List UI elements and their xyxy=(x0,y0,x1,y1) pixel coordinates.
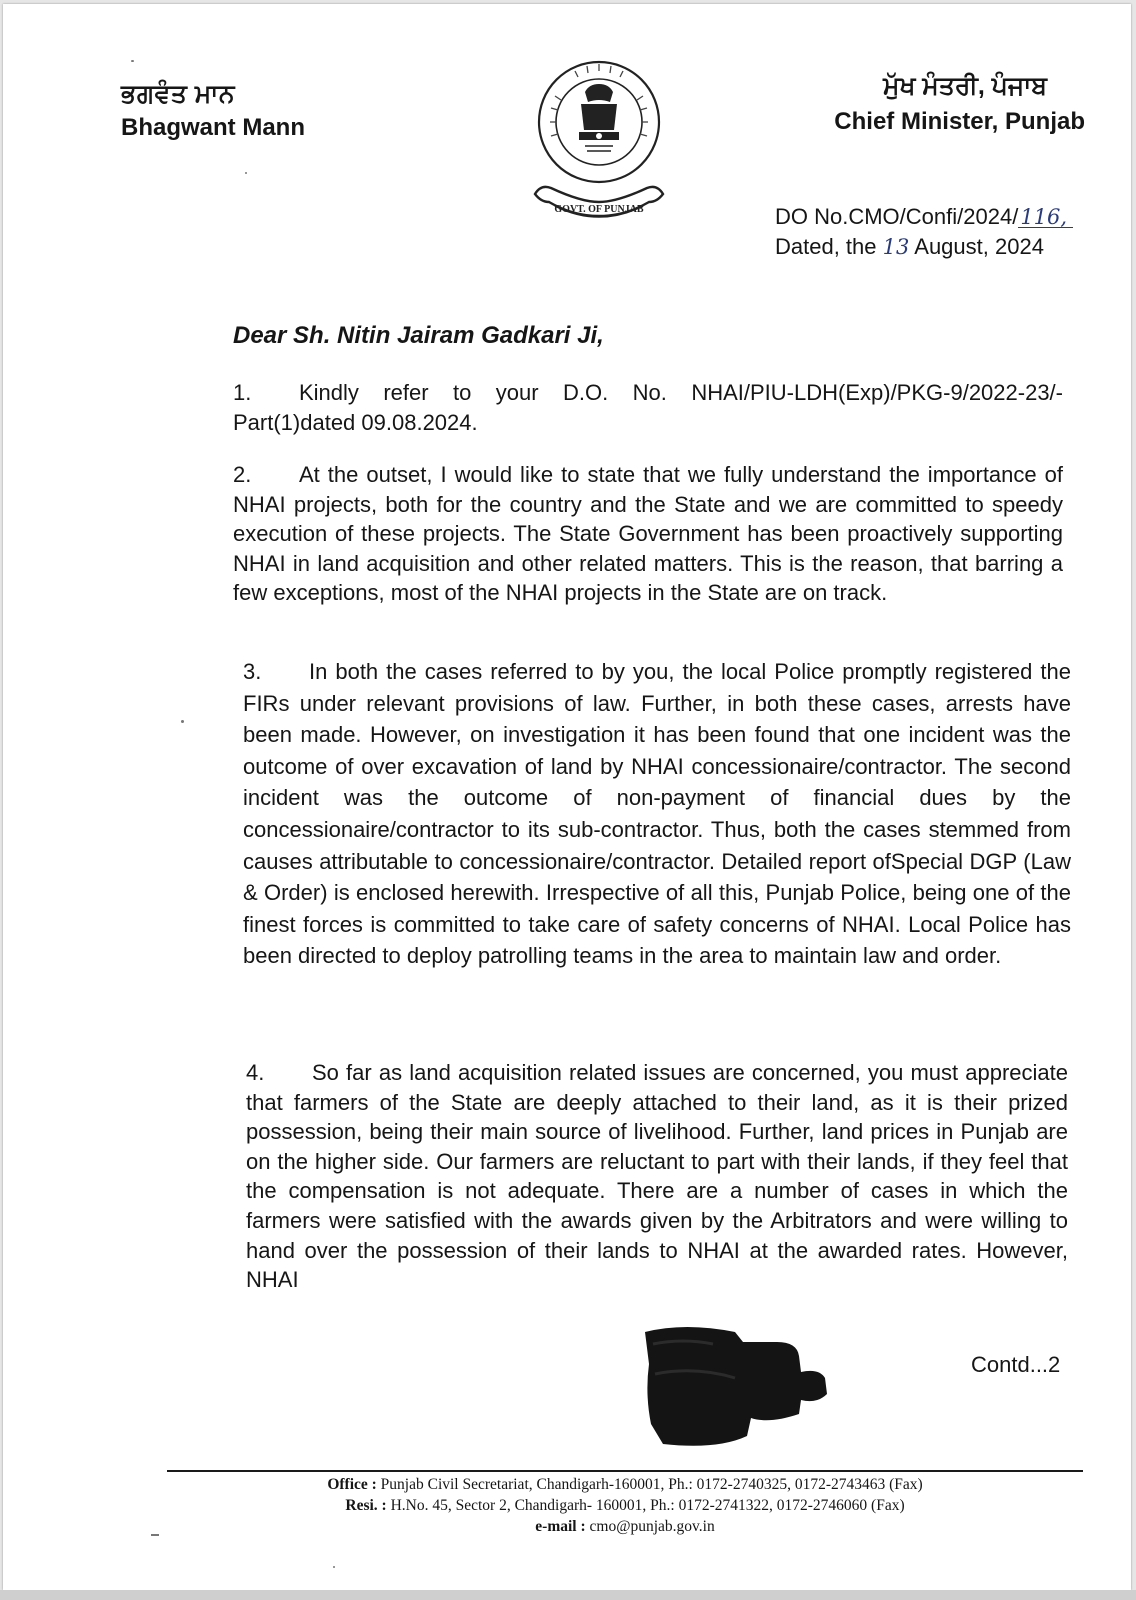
date-day-handwritten: 13 xyxy=(882,235,910,259)
do-prefix: DO No.CMO/Confi/2024/ xyxy=(775,204,1019,229)
date-line xyxy=(775,234,1044,260)
emblem-ribbon-text: GOVT. OF PUNJAB xyxy=(554,204,644,215)
date-suffix: August, 2024 xyxy=(909,234,1044,259)
letter-page xyxy=(3,4,1131,1590)
footer-office-text: Punjab Civil Secretariat, Chandigarh-160001, Ph.: 0172-2740325, 0172-2743463 (Fax) xyxy=(376,1476,923,1493)
paragraph-number: 2. xyxy=(233,462,252,487)
footer-resi-label: Resi. : xyxy=(345,1497,387,1514)
salutation: Dear Sh. Nitin Jairam Gadkari Ji, xyxy=(233,322,604,349)
scan-speck xyxy=(245,172,247,174)
footer-email-text: cmo@punjab.gov.in xyxy=(585,1518,715,1535)
scan-bottom-edge xyxy=(0,1590,1136,1600)
scan-speck xyxy=(181,720,184,723)
footer-office xyxy=(167,1476,1083,1494)
paragraph-number: 4. xyxy=(246,1060,265,1085)
paragraph-2 xyxy=(233,460,1063,608)
footer-residence xyxy=(167,1497,1083,1515)
scan-speck xyxy=(151,1534,159,1536)
scan-speck xyxy=(333,1566,335,1568)
date-prefix: Dated, the xyxy=(775,234,883,259)
footer-office-label: Office : xyxy=(327,1476,377,1493)
designation: Chief Minister, Punjab xyxy=(834,108,1085,135)
paragraph-4 xyxy=(246,1058,1068,1295)
paragraph-text: At the outset, I would like to state that we fully understand the importance of NHAI projects, both for the country and the State and we are committed to speedy execution of these projects. The State Government has been proactively supporting NHAI in land acquisition and other related matters. This is the reason, that barring a few exceptions, most of the NHAI projects in the State are on track. xyxy=(233,462,1063,606)
footer-email xyxy=(167,1518,1083,1536)
paragraph-number: 1. xyxy=(233,380,252,405)
paragraph-text: In both the cases referred to by you, the local Police promptly registered the FIRs under relevant provisions of law. Further, in both these cases, arrests have been made. However, on investigation it has been found that one incident was the outcome of over excavation of land by NHAI concessionaire/contractor. The second incident was the outcome of non-payment of financial dues by the concessionaire/contractor to its sub-contractor. Thus, both the cases stemmed from causes attributable to concessionaire/contractor. Detailed report ofSpecial DGP (Law & Order) is enclosed herewith. Irrespective of all this, Punjab Police, being one of the finest forces is committed to take care of safety concerns of NHAI. Local Police has been directed to deploy patrolling teams in the area to maintain law and order. xyxy=(243,659,1071,969)
paragraph-text: Kindly refer to your D.O. No. NHAI/PIU-LDH(Exp)/PKG-9/2022-23/-Part(1)dated 09.08.2024. xyxy=(233,380,1063,435)
footer-divider xyxy=(167,1470,1083,1472)
do-number-handwritten: 116, xyxy=(1018,207,1073,228)
sender-name: Bhagwant Mann xyxy=(121,114,305,141)
continuation-note: Contd...2 xyxy=(971,1352,1061,1377)
scan-speck xyxy=(131,60,134,62)
redacted-signature xyxy=(643,1324,839,1452)
paragraph-text: So far as land acquisition related issues are concerned, you must appreciate that farmers of the State are deeply attached to their land, as it is their prized possession, being their main source of livelihood. Further, land prices in Punjab are on the higher side. Our farmers are reluctant to part with their lands, if they feel that the compensation is not adequate. There are a number of cases in which the farmers were satisfied with the awards given by the Arbitrators and were willing to hand over the possession of their lands to NHAI at the awarded rates. However, NHAI xyxy=(246,1060,1068,1293)
do-number-line xyxy=(775,204,1073,230)
paragraph-3 xyxy=(243,656,1071,972)
paragraph-1 xyxy=(233,378,1063,437)
paragraph-number: 3. xyxy=(243,659,262,684)
sender-name-gurmukhi: ਭਗਵੰਤ ਮਾਨ xyxy=(121,80,236,108)
footer-email-label: e-mail : xyxy=(535,1518,586,1535)
state-emblem-icon xyxy=(525,56,673,228)
designation-gurmukhi: ਮੁੱਖ ਮੰਤਰੀ, ਪੰਜਾਬ xyxy=(883,72,1047,100)
footer-resi-text: H.No. 45, Sector 2, Chandigarh- 160001, Ph.: 0172-2741322, 0172-2746060 (Fax) xyxy=(386,1497,905,1514)
